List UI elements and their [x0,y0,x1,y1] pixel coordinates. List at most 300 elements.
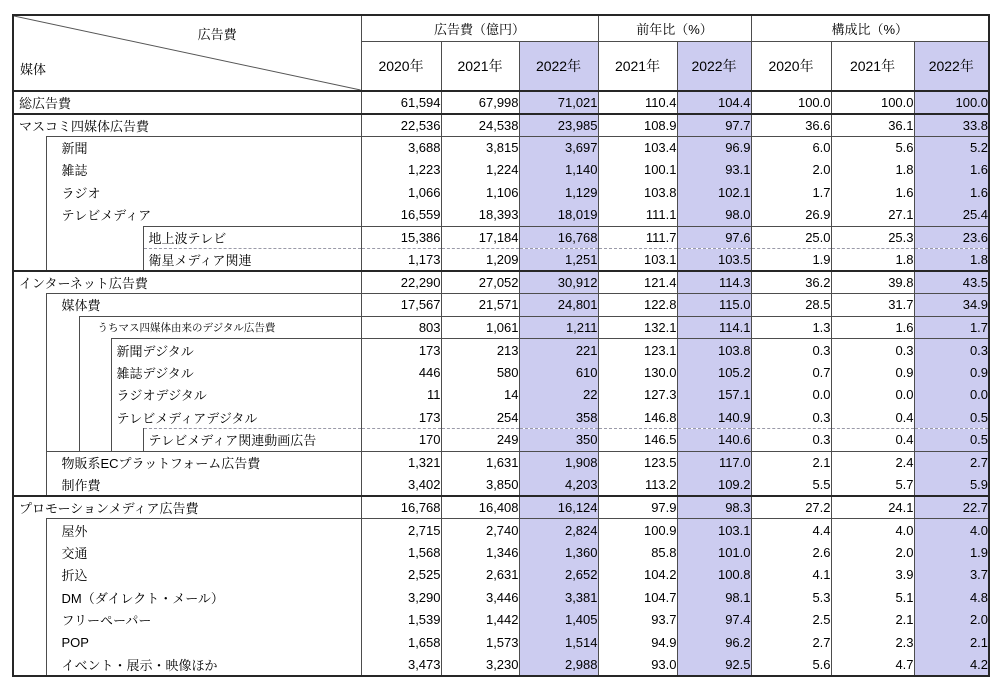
value-cell: 24,801 [519,294,598,317]
value-cell: 3,473 [361,654,441,677]
value-cell: 71,021 [519,91,598,114]
value-cell: 2,715 [361,519,441,542]
value-cell: 2.0 [831,541,914,564]
value-cell: 1,658 [361,631,441,654]
year-header: 2021年 [831,41,914,91]
year-header: 2022年 [914,41,989,91]
value-cell: 1,908 [519,451,598,474]
value-cell: 16,768 [519,226,598,249]
indent-cell [13,609,46,632]
value-cell: 25.4 [914,204,989,227]
row-label: マスコミ四媒体広告費 [13,114,361,137]
indent-cell [13,249,46,272]
value-cell: 31.7 [831,294,914,317]
value-cell: 16,768 [361,496,441,519]
value-cell: 103.8 [598,181,677,204]
value-cell: 2.7 [914,451,989,474]
table-row [13,316,989,339]
value-cell: 0.9 [831,361,914,384]
value-cell: 98.0 [677,204,751,227]
table-row [13,271,989,294]
value-cell: 3,381 [519,586,598,609]
value-cell: 1,140 [519,159,598,182]
row-label: プロモーションメディア広告費 [13,496,361,519]
table-row [13,136,989,159]
value-cell: 0.3 [751,406,831,429]
value-cell: 4,203 [519,474,598,497]
table-row [13,586,989,609]
value-cell: 221 [519,339,598,362]
value-cell: 15,386 [361,226,441,249]
value-cell: 122.8 [598,294,677,317]
indent-cell [79,226,111,249]
value-cell: 100.8 [677,564,751,587]
value-cell: 100.0 [831,91,914,114]
value-cell: 36.1 [831,114,914,137]
corner-label-media: 媒体 [20,62,47,77]
indent-cell [111,226,143,249]
value-cell: 3,850 [441,474,519,497]
indent-cell [13,474,46,497]
row-label: 衛星メディア関連 [143,249,361,272]
year-header: 2021年 [441,41,519,91]
value-cell: 101.0 [677,541,751,564]
value-cell: 4.0 [831,519,914,542]
value-cell: 25.3 [831,226,914,249]
value-cell: 4.1 [751,564,831,587]
value-cell: 249 [441,429,519,452]
column-group-header-0: 広告費（億円） [361,15,598,41]
value-cell: 14 [441,384,519,407]
value-cell: 358 [519,406,598,429]
value-cell: 22,536 [361,114,441,137]
value-cell: 1,209 [441,249,519,272]
row-label: ラジオ [46,181,361,204]
value-cell: 23,985 [519,114,598,137]
value-cell: 3,230 [441,654,519,677]
value-cell: 2.1 [751,451,831,474]
value-cell: 1,224 [441,159,519,182]
value-cell: 121.4 [598,271,677,294]
value-cell: 1,514 [519,631,598,654]
value-cell: 67,998 [441,91,519,114]
value-cell: 34.9 [914,294,989,317]
value-cell: 93.0 [598,654,677,677]
value-cell: 1.9 [751,249,831,272]
value-cell: 1.8 [831,159,914,182]
value-cell: 350 [519,429,598,452]
value-cell: 17,184 [441,226,519,249]
indent-cell [46,226,79,249]
value-cell: 1,223 [361,159,441,182]
value-cell: 1.3 [751,316,831,339]
value-cell: 18,019 [519,204,598,227]
corner-cell [13,15,361,91]
indent-cell [46,384,79,407]
indent-cell [79,384,111,407]
value-cell: 0.3 [751,429,831,452]
value-cell: 16,559 [361,204,441,227]
value-cell: 22.7 [914,496,989,519]
row-label: ラジオデジタル [111,384,361,407]
value-cell: 213 [441,339,519,362]
value-cell: 1.6 [914,159,989,182]
value-cell: 123.5 [598,451,677,474]
value-cell: 1,568 [361,541,441,564]
value-cell: 1,360 [519,541,598,564]
value-cell: 103.1 [598,249,677,272]
row-label: 折込 [46,564,361,587]
value-cell: 28.5 [751,294,831,317]
value-cell: 104.4 [677,91,751,114]
value-cell: 0.9 [914,361,989,384]
table-row [13,564,989,587]
value-cell: 98.1 [677,586,751,609]
table-row [13,541,989,564]
value-cell: 4.2 [914,654,989,677]
value-cell: 1.6 [831,181,914,204]
value-cell: 33.8 [914,114,989,137]
value-cell: 36.6 [751,114,831,137]
value-cell: 0.3 [914,339,989,362]
value-cell: 1.7 [914,316,989,339]
value-cell: 4.8 [914,586,989,609]
indent-cell [46,429,79,452]
value-cell: 170 [361,429,441,452]
value-cell: 36.2 [751,271,831,294]
value-cell: 92.5 [677,654,751,677]
value-cell: 109.2 [677,474,751,497]
row-label: インターネット広告費 [13,271,361,294]
value-cell: 0.0 [831,384,914,407]
value-cell: 1,405 [519,609,598,632]
value-cell: 146.8 [598,406,677,429]
value-cell: 132.1 [598,316,677,339]
table-row [13,654,989,677]
value-cell: 6.0 [751,136,831,159]
indent-cell [13,204,46,227]
table-row [13,91,989,114]
year-header: 2021年 [598,41,677,91]
indent-cell [13,654,46,677]
indent-cell [111,249,143,272]
year-header: 2022年 [677,41,751,91]
value-cell: 2.0 [914,609,989,632]
value-cell: 93.7 [598,609,677,632]
table-row [13,226,989,249]
value-cell: 0.3 [751,339,831,362]
value-cell: 97.4 [677,609,751,632]
value-cell: 26.9 [751,204,831,227]
value-cell: 2.0 [751,159,831,182]
indent-cell [13,564,46,587]
value-cell: 1.9 [914,541,989,564]
corner-label-adcost: 広告費 [197,27,237,42]
value-cell: 5.7 [831,474,914,497]
value-cell: 2.5 [751,609,831,632]
row-label: 雑誌デジタル [111,361,361,384]
value-cell: 16,124 [519,496,598,519]
diagonal-divider [14,16,361,90]
row-label: フリーペーパー [46,609,361,632]
value-cell: 22,290 [361,271,441,294]
table-row [13,406,989,429]
value-cell: 16,408 [441,496,519,519]
value-cell: 1,061 [441,316,519,339]
row-label: 交通 [46,541,361,564]
row-label: 雑誌 [46,159,361,182]
row-label: POP [46,631,361,654]
indent-cell [13,519,46,542]
value-cell: 803 [361,316,441,339]
row-label: イベント・展示・映像ほか [46,654,361,677]
indent-cell [13,631,46,654]
value-cell: 2.6 [751,541,831,564]
value-cell: 1,129 [519,181,598,204]
value-cell: 111.7 [598,226,677,249]
value-cell: 5.2 [914,136,989,159]
value-cell: 610 [519,361,598,384]
indent-cell [46,361,79,384]
table-row [13,519,989,542]
value-cell: 3.9 [831,564,914,587]
value-cell: 97.6 [677,226,751,249]
value-cell: 1.8 [914,249,989,272]
row-label: 総広告費 [13,91,361,114]
value-cell: 2.1 [831,609,914,632]
value-cell: 1,539 [361,609,441,632]
value-cell: 2.7 [751,631,831,654]
value-cell: 5.9 [914,474,989,497]
value-cell: 61,594 [361,91,441,114]
value-cell: 173 [361,406,441,429]
value-cell: 2,525 [361,564,441,587]
row-label: 屋外 [46,519,361,542]
value-cell: 43.5 [914,271,989,294]
indent-cell [13,429,46,452]
table-row [13,429,989,452]
table-row [13,159,989,182]
value-cell: 103.8 [677,339,751,362]
value-cell: 100.9 [598,519,677,542]
value-cell: 1,106 [441,181,519,204]
value-cell: 96.2 [677,631,751,654]
value-cell: 2,631 [441,564,519,587]
table-row [13,294,989,317]
table-row [13,361,989,384]
value-cell: 97.7 [677,114,751,137]
value-cell: 2.4 [831,451,914,474]
value-cell: 1,321 [361,451,441,474]
indent-cell [79,429,111,452]
value-cell: 0.4 [831,406,914,429]
value-cell: 97.9 [598,496,677,519]
value-cell: 98.3 [677,496,751,519]
value-cell: 21,571 [441,294,519,317]
value-cell: 1,211 [519,316,598,339]
value-cell: 130.0 [598,361,677,384]
indent-cell [46,316,79,339]
indent-cell [111,429,143,452]
row-label: うちマス四媒体由来のデジタル広告費 [79,316,361,339]
value-cell: 114.1 [677,316,751,339]
value-cell: 115.0 [677,294,751,317]
value-cell: 146.5 [598,429,677,452]
value-cell: 4.0 [914,519,989,542]
row-label: 新聞 [46,136,361,159]
table-row [13,451,989,474]
column-group-header-2: 構成比（%） [751,15,989,41]
table-row [13,249,989,272]
value-cell: 0.4 [831,429,914,452]
table-row [13,609,989,632]
value-cell: 0.0 [751,384,831,407]
value-cell: 1,251 [519,249,598,272]
indent-cell [46,249,79,272]
indent-cell [13,316,46,339]
value-cell: 22 [519,384,598,407]
value-cell: 100.0 [914,91,989,114]
value-cell: 0.5 [914,406,989,429]
row-label: DM（ダイレクト・メール） [46,586,361,609]
indent-cell [46,406,79,429]
value-cell: 11 [361,384,441,407]
indent-cell [13,136,46,159]
value-cell: 3,402 [361,474,441,497]
value-cell: 103.4 [598,136,677,159]
table-row [13,339,989,362]
value-cell: 104.2 [598,564,677,587]
value-cell: 27,052 [441,271,519,294]
year-header: 2022年 [519,41,598,91]
value-cell: 1.6 [914,181,989,204]
row-label: 物販系ECプラットフォーム広告費 [46,451,361,474]
value-cell: 113.2 [598,474,677,497]
indent-cell [13,384,46,407]
value-cell: 17,567 [361,294,441,317]
value-cell: 110.4 [598,91,677,114]
indent-cell [13,361,46,384]
value-cell: 0.7 [751,361,831,384]
indent-cell [13,451,46,474]
indent-cell [79,339,111,362]
indent-cell [13,159,46,182]
value-cell: 0.0 [914,384,989,407]
year-header: 2020年 [751,41,831,91]
value-cell: 5.6 [831,136,914,159]
value-cell: 3,290 [361,586,441,609]
value-cell: 23.6 [914,226,989,249]
value-cell: 1,346 [441,541,519,564]
indent-cell [13,586,46,609]
value-cell: 3,446 [441,586,519,609]
indent-cell [79,249,111,272]
value-cell: 4.7 [831,654,914,677]
value-cell: 85.8 [598,541,677,564]
indent-cell [46,339,79,362]
indent-cell [13,294,46,317]
table-row [13,474,989,497]
row-label: テレビメディア関連動画広告 [143,429,361,452]
value-cell: 100.0 [751,91,831,114]
value-cell: 1.8 [831,249,914,272]
table-row [13,181,989,204]
value-cell: 5.1 [831,586,914,609]
value-cell: 93.1 [677,159,751,182]
ad-expenditure-table [12,14,990,677]
value-cell: 27.2 [751,496,831,519]
value-cell: 446 [361,361,441,384]
value-cell: 3,697 [519,136,598,159]
value-cell: 140.9 [677,406,751,429]
value-cell: 2.3 [831,631,914,654]
value-cell: 94.9 [598,631,677,654]
value-cell: 0.3 [831,339,914,362]
value-cell: 39.8 [831,271,914,294]
value-cell: 3.7 [914,564,989,587]
value-cell: 173 [361,339,441,362]
value-cell: 30,912 [519,271,598,294]
value-cell: 2,824 [519,519,598,542]
row-label: 媒体費 [46,294,361,317]
value-cell: 105.2 [677,361,751,384]
value-cell: 1,631 [441,451,519,474]
value-cell: 2,652 [519,564,598,587]
value-cell: 114.3 [677,271,751,294]
value-cell: 5.5 [751,474,831,497]
value-cell: 25.0 [751,226,831,249]
value-cell: 127.3 [598,384,677,407]
row-label: 地上波テレビ [143,226,361,249]
value-cell: 111.1 [598,204,677,227]
value-cell: 5.3 [751,586,831,609]
value-cell: 24,538 [441,114,519,137]
indent-cell [13,339,46,362]
value-cell: 108.9 [598,114,677,137]
table-row [13,496,989,519]
indent-cell [79,361,111,384]
value-cell: 157.1 [677,384,751,407]
value-cell: 102.1 [677,181,751,204]
table-row [13,114,989,137]
value-cell: 2.1 [914,631,989,654]
value-cell: 104.7 [598,586,677,609]
row-label: テレビメディアデジタル [111,406,361,429]
value-cell: 117.0 [677,451,751,474]
indent-cell [13,406,46,429]
value-cell: 1,573 [441,631,519,654]
value-cell: 100.1 [598,159,677,182]
value-cell: 1.6 [831,316,914,339]
row-label: 新聞デジタル [111,339,361,362]
indent-cell [13,181,46,204]
value-cell: 103.1 [677,519,751,542]
value-cell: 4.4 [751,519,831,542]
value-cell: 96.9 [677,136,751,159]
year-header: 2020年 [361,41,441,91]
value-cell: 24.1 [831,496,914,519]
value-cell: 1,442 [441,609,519,632]
value-cell: 103.5 [677,249,751,272]
indent-cell [79,406,111,429]
value-cell: 123.1 [598,339,677,362]
value-cell: 580 [441,361,519,384]
table-row [13,384,989,407]
value-cell: 0.5 [914,429,989,452]
value-cell: 2,740 [441,519,519,542]
value-cell: 3,688 [361,136,441,159]
value-cell: 1,173 [361,249,441,272]
